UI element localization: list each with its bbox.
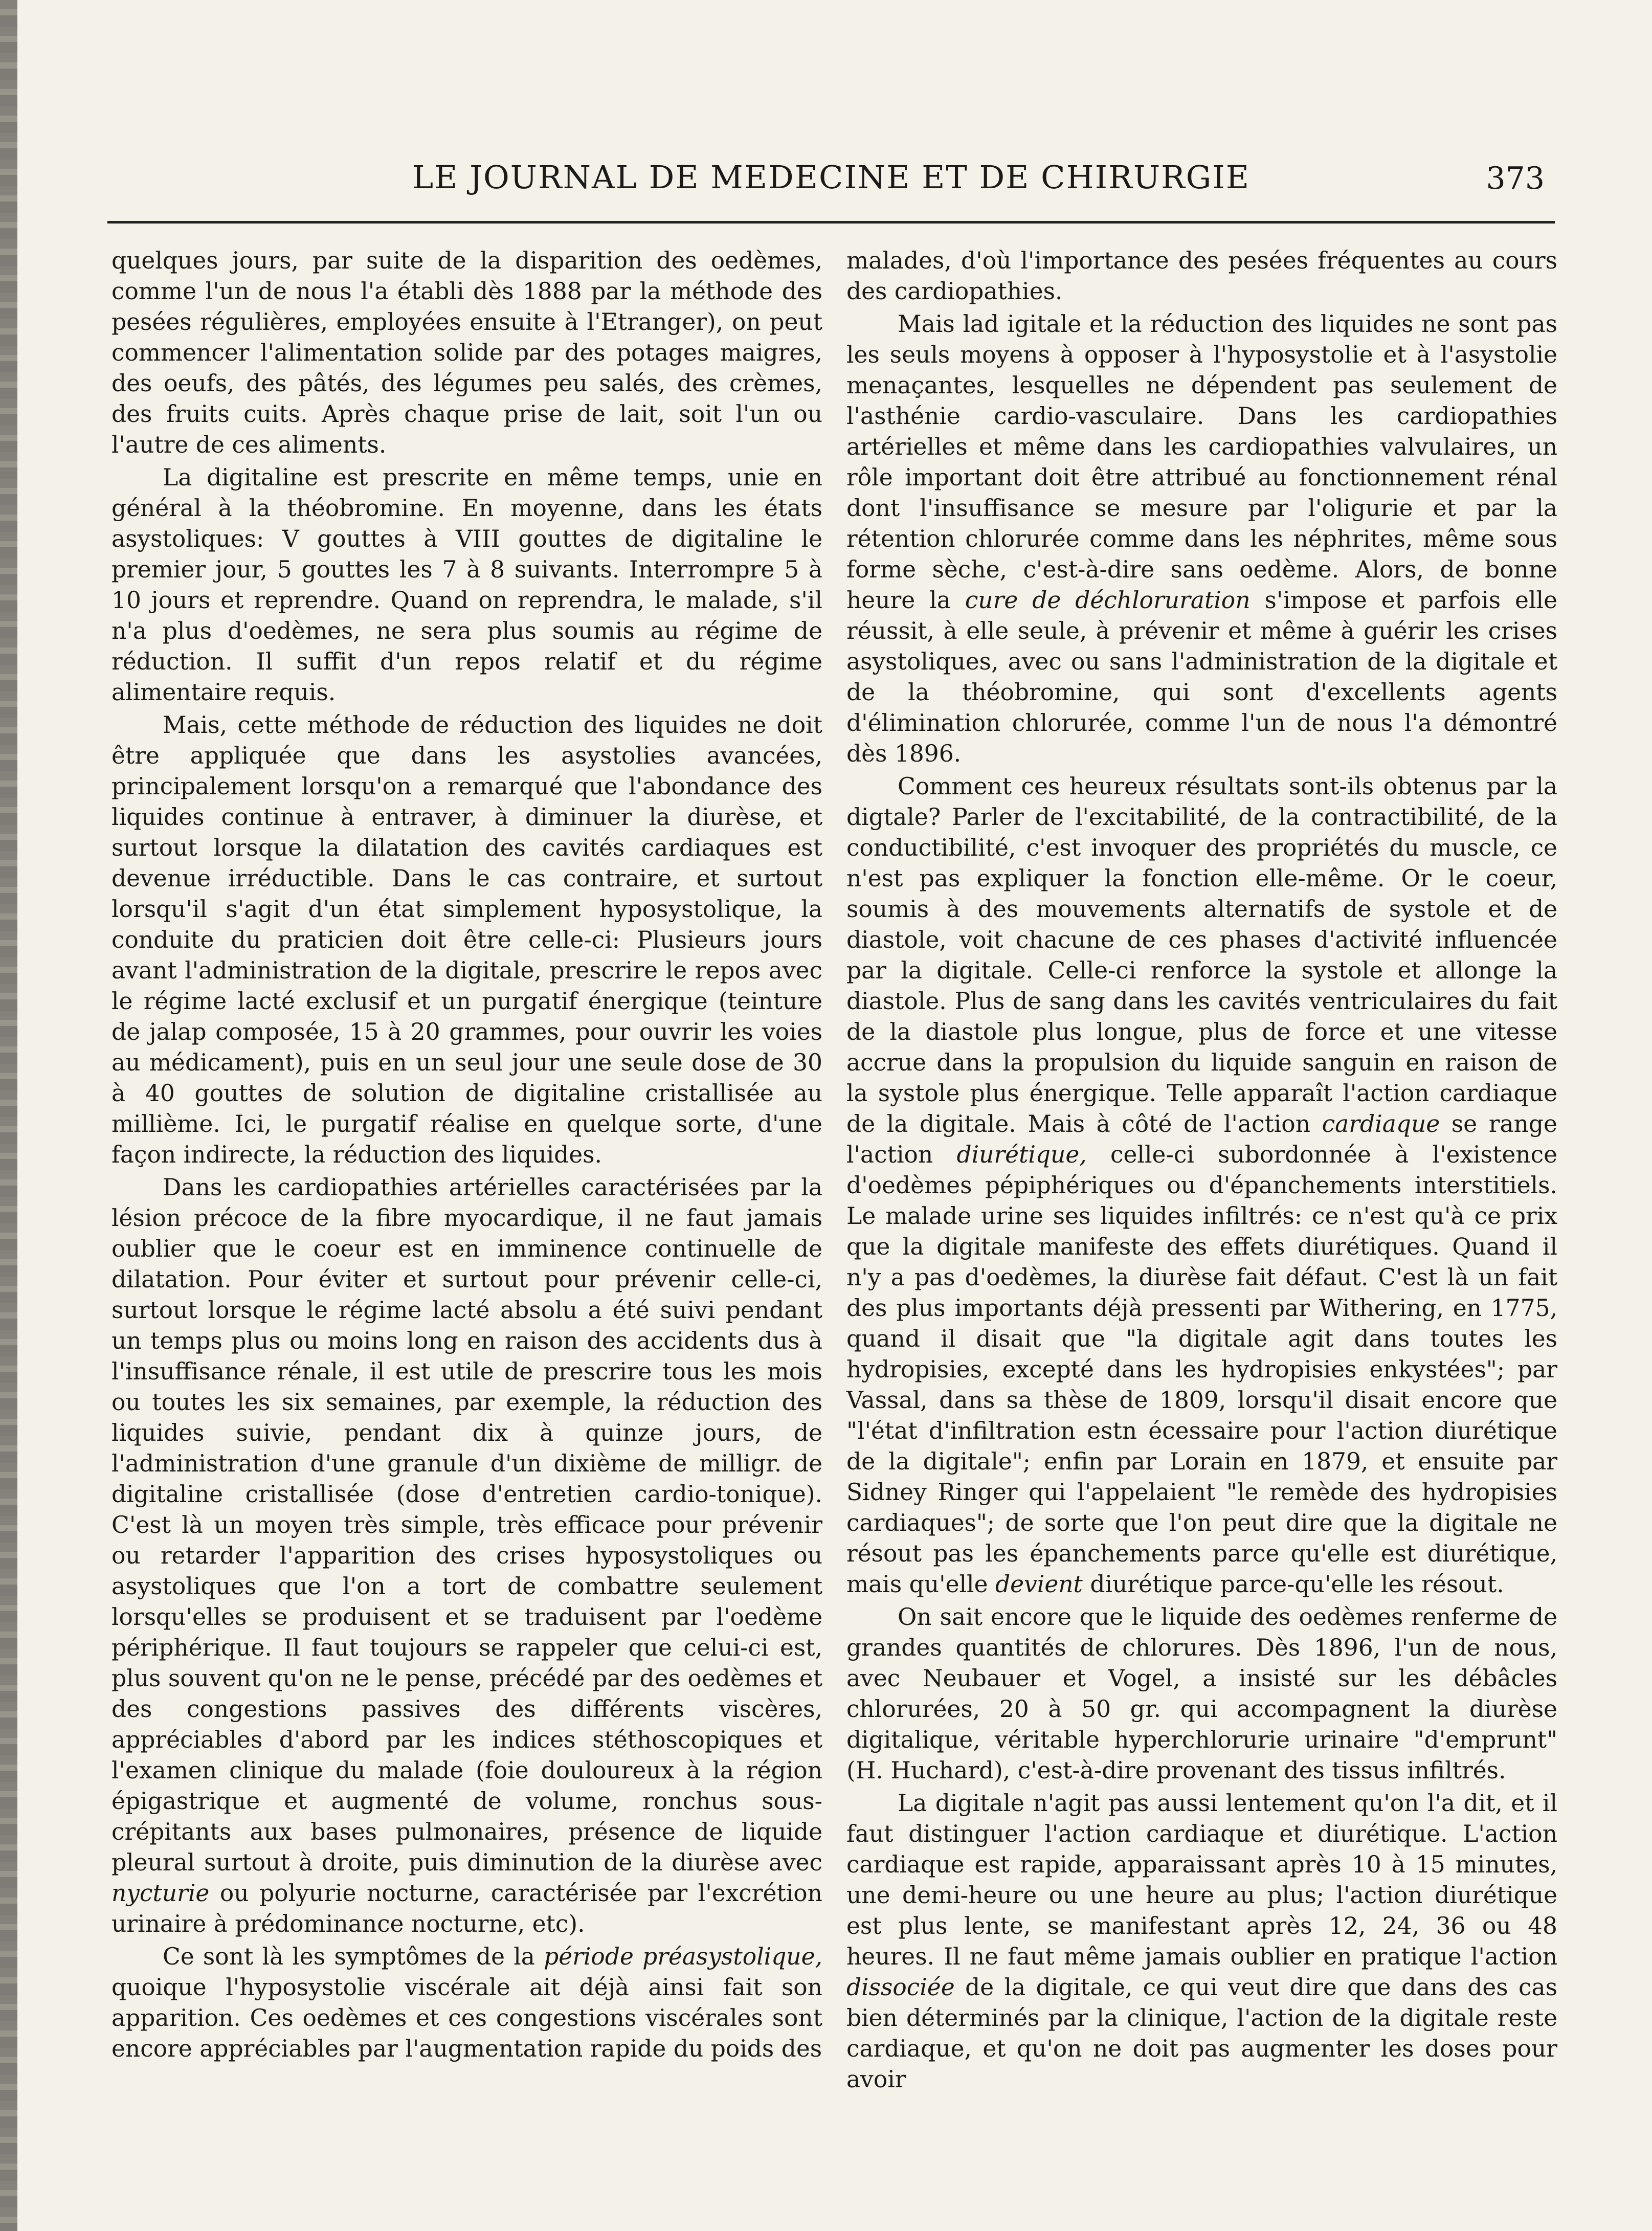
italic-term: devient bbox=[995, 1571, 1083, 1598]
paragraph bbox=[111, 1172, 822, 1939]
text-run: quoique l'hyposystolie viscérale ait déjà ainsi fait son apparition. Ces oedèmes et ces congestions viscérales sont encore appréciables par l'augmentation rapide du poids des bbox=[111, 1974, 822, 2062]
text-run: celle-ci subordonnée à l'existence d'oedèmes pépiphériques ou d'épanchements interstitiels. Le malade urine ses liquides infiltrés: ce n'est qu'à ce prix que la digitale manifeste des effets diurétiques. Quand il n'y a pas d'oedèmes, la diurèse fait défaut. C'est là un fait des plus importants déjà pressenti par Withering, en 1775, quand il disait que "la digitale agit dans toutes les hydropisies, excepté dans les hydropisies enkystées"; par Vassal, dans sa thèse de 1809, lorsqu'il disait encore que "l'état d'infiltration estn écessaire pour l'action diurétique de la digitale"; enfin par Lorain en 1879, et ensuite par Sidney Ringer qui l'appelaient "le remède des hydropisies cardiaques"; de sorte que l'on peut dire que la digitale ne résout pas les épanchements parce qu'elle est diurétique, mais qu'elle bbox=[846, 1141, 1558, 1598]
italic-term: période préasystolique, bbox=[544, 1943, 823, 1970]
italic-term: cure de déchloruration bbox=[965, 587, 1251, 614]
text-run: La digitale n'agit pas aussi lentement qu'on l'a dit, et il faut distinguer l'action cardiaque et diurétique. L'action cardiaque est rapide, apparaissant après 10 à 15 minutes, une demi-heure ou une heure au plus; l'action diurétique est plus lente, se manifestant après 12, 24, 36 ou 48 heures. Il ne faut même jamais oublier en pratique l'action bbox=[846, 1790, 1557, 1970]
header-rule bbox=[107, 221, 1555, 224]
text-run: Comment ces heureux résultats sont-ils obtenus par la digtale? Parler de l'excitabilité, de la contractibilité, de la conductibilité, c'est invoquer des propriétés du muscle, ce n'est pas expliquer la fonction elle-même. Or le coeur, soumis à des mouvements alternatifs de systole et de diastole, voit chacune de ces phases d'activité influencée par la digitale. Celle-ci renforce la systole et allonge la diastole. Plus de sang dans les cavités ventriculaires du fait de la diastole plus longue, plus de force et une vitesse accrue dans la propulsion du liquide sanguin en raison de la systole plus énergique. Telle apparaît l'action cardiaque de la digitale. Mais à côté de l'action bbox=[846, 773, 1557, 1137]
paragraph: malades, d'où l'importance des pesées fréquentes au cours des cardiopathies. bbox=[846, 247, 1557, 305]
page-header bbox=[107, 148, 1555, 199]
text-run: de la digitale, ce qui veut dire que dans des cas bien déterminés par la clinique, l'action de la digitale reste cardiaque, et qu'on ne doit pas augmenter les doses pour avoir bbox=[846, 1974, 1557, 2093]
italic-term: dissociée bbox=[846, 1974, 955, 2001]
paragraph: La digitaline est prescrite en même temps, unie en général à la théobromine. En moyenne, dans les états asystoliques: V gouttes à VIII gouttes de digitaline le premier jour, 5 gouttes les 7 à 8 suivants. Interrompre 5 à 10 jours et reprendre. Quand on reprendra, le malade, s'il n'a plus d'oedèmes, ne sera plus soumis au régime de réduction. Il suffit d'un repos relatif et du régime alimentaire requis. bbox=[111, 464, 822, 706]
running-title: LE JOURNAL DE MEDECINE ET DE CHIRURGIE bbox=[412, 159, 1251, 196]
page-number: 373 bbox=[1486, 161, 1545, 196]
text-run: diurétique parce-qu'elle les résout. bbox=[1090, 1571, 1504, 1598]
text-run: ou polyurie nocturne, caractérisée par l'excrétion urinaire à prédominance nocturne, etc). bbox=[111, 1880, 822, 1937]
paragraph: On sait encore que le liquide des oedèmes renferme de grandes quantités de chlorures. Dès 1896, l'un de nous, avec Neubauer et Vogel, a insisté sur les débâcles chlorurées, 20 à 50 gr. qui accompagnent la diurèse digitalique, véritable hyperchlorurie urinaire "d'emprunt" (H. Huchard), c'est-à-dire provenant des tissus infiltrés. bbox=[846, 1603, 1557, 1784]
paragraph bbox=[846, 309, 1557, 769]
paragraph: Mais, cette méthode de réduction des liquides ne doit être appliquée que dans les asystolies avancées, principalement lorsqu'on a remarqué que l'abondance des liquides continue à entraver, à diminuer la diurèse, et surtout lorsque la dilatation des cavités cardiaques est devenue irréductible. Dans le cas contraire, et surtout lorsqu'il s'agit d'un état simplement hyposystolique, la conduite du praticien doit être celle-ci: Plusieurs jours avant l'administration de la digitale, prescrire le repos avec le régime lacté exclusif et un purgatif énergique (teinture de jalap composée, 15 à 20 grammes, pour ouvrir les voies au médicament), puis en un seul jour une seule dose de 30 à 40 gouttes de solution de digitaline cristallisée au millième. Ici, le purgatif réalise en quelque sorte, d'une façon indirecte, la réduction des liquides. bbox=[111, 711, 822, 1168]
italic-term: nycturie bbox=[111, 1880, 210, 1907]
paragraph bbox=[846, 771, 1557, 1600]
paragraph bbox=[846, 1788, 1557, 2095]
left-column bbox=[111, 246, 822, 2064]
paragraph: quelques jours, par suite de la disparition des oedèmes, comme l'un de nous l'a établi dès 1888 par la méthode des pesées régulières, employées ensuite à l'Etranger), on peut commencer l'alimentation solide par des potages maigres, des oeufs, des pâtés, des légumes peu salés, des crèmes, des fruits cuits. Après chaque prise de lait, soit l'un ou l'autre de ces aliments. bbox=[111, 247, 822, 458]
text-run: se range l'action bbox=[846, 1110, 1557, 1168]
text-run: Ce sont là les symptômes de la bbox=[163, 1943, 535, 1970]
right-column bbox=[846, 246, 1557, 2095]
text-run: s'impose et parfois elle réussit, à elle seule, à prévenir et même à guérir les crises asystoliques, avec ou sans l'administration de la digitale et de la théobromine, qui sont d'excellents agents d'élimination chlorurée, comme l'un de nous l'a démontré dès 1896. bbox=[846, 587, 1558, 767]
text-run: Mais lad igitale et la réduction des liquides ne sont pas les seuls moyens à opposer à l'hyposystolie et à l'asystolie menaçantes, lesquelles ne dépendent pas seulement de l'asthénie cardio-vasculaire. Dans les cardiopathies artérielles et même dans les cardiopathies valvulaires, un rôle important doit être attribué au fonctionnement rénal dont l'insuffisance se mesure par l'oligurie et par la rétention chlorurée comme dans les néphrites, même sous forme sèche, c'est-à-dire sans oedème. Alors, de bonne heure la bbox=[846, 310, 1557, 614]
italic-term: cardiaque bbox=[1322, 1110, 1440, 1137]
book-binding-edge bbox=[0, 0, 17, 2231]
italic-term: diurétique, bbox=[956, 1141, 1087, 1168]
text-run: Dans les cardiopathies artérielles caractérisées par la lésion précoce de la fibre myocardique, il ne faut jamais oublier que le coeur est en imminence continuelle de dilatation. Pour éviter et surtout pour prévenir celle-ci, surtout lorsque le régime lacté absolu a été suivi pendant un temps plus ou moins long en raison des accidents dus à l'insuffisance rénale, il est utile de prescrire tous les mois ou toutes les six semaines, par exemple, la réduction des liquides suivie, pendant dix à quinze jours, de l'administration d'une granule d'un dixième de milligr. de digitaline cristallisée (dose d'entretien cardio-tonique). C'est là un moyen très simple, très efficace pour prévenir ou retarder l'apparition des crises hyposystoliques ou asystoliques que l'on a tort de combattre seulement lorsqu'elles se produisent et se traduisent par l'oedème périphérique. Il faut toujours se rappeler que celui-ci est, plus souvent qu'on ne le pense, précédé par des oedèmes et des congestions passives des différents viscères, appréciables d'abord par les indices stéthoscopiques et l'examen clinique du malade (foie douloureux à la région épigastrique et augmenté de volume, ronchus sous-crépitants aux bases pulmonaires, présence de liquide pleural surtout à droite, puis diminution de la diurèse avec bbox=[111, 1174, 822, 1876]
paragraph bbox=[111, 1942, 822, 2064]
